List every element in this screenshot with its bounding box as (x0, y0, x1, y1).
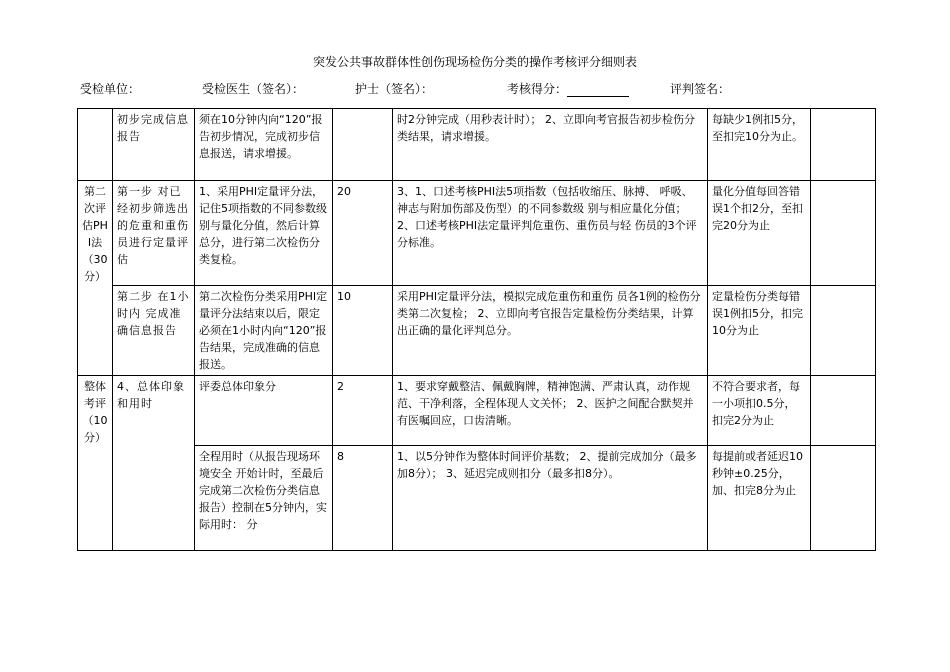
method-cell: 1、要求穿戴整洁、佩戴胸牌，精神饱满、严肃认真，动作规范、干净利落，全程体现人文关怀； 2、医护之间配合默契并有医嘱回应，口齿清晰。 (393, 376, 708, 446)
table-row (78, 446, 876, 551)
score-field (507, 80, 629, 97)
points-cell: 8 (333, 446, 393, 551)
unit-label: 受检单位： (80, 82, 141, 96)
requirement-cell: 1、采用PHI定量评分法，记住5项指数的不同参数级别与量化分值，然后计算总分，进行第二次检伤分类复检。 (195, 181, 333, 286)
points-cell: 10 (333, 286, 393, 376)
note-cell (811, 446, 876, 551)
deduction-cell: 量化分值每回答错误1个扣2分，至扣完20分为止 (708, 181, 811, 286)
requirement-cell: 评委总体印象分 (195, 376, 333, 446)
method-cell: 3、1、口述考核PHI法5项指数（包括收缩压、脉搏、 呼吸、神志与附加伤部及伤型）的不同参数级 别与相应量化分值； 2、口述考核PHI法定量评判危重伤、重伤员与轻 伤员的3个评分标准。 (393, 181, 708, 286)
step-cell: 初步完成信息报告 (113, 109, 195, 181)
deduction-cell: 定量检伤分类每错误1例扣5分，扣完10分为止 (708, 286, 811, 376)
document-title: 突发公共事故群体性创伤现场检伤分类的操作考核评分细则表 (312, 55, 637, 69)
points-cell (333, 109, 393, 181)
deduction-cell: 每缺少1例扣5分，至扣完10分为止。 (708, 109, 811, 181)
table-row (78, 286, 876, 376)
deduction-cell: 每提前或者延迟10秒钟±0.25分，加、扣完8分为止 (708, 446, 811, 551)
note-cell (811, 181, 876, 286)
info-line (0, 80, 950, 96)
section-cell (78, 109, 113, 181)
step-cell: 第一步 对已经初步筛选出的危重和重伤员进行定量评估 (113, 181, 195, 286)
score-label: 考核得分： (507, 82, 568, 96)
method-cell: 1、以5分钟作为整体时间评价基数； 2、提前完成加分（最多加8分）； 3、延迟完成则扣分（最多扣8分）。 (393, 446, 708, 551)
points-cell: 20 (333, 181, 393, 286)
table-row (78, 181, 876, 286)
requirement-cell: 第二次检伤分类采用PHI定量评分法结束以后，限定必须在1小时内向“120”报告结果，完成准确的信息报送。 (195, 286, 333, 376)
requirement-cell: 全程用时（从报告现场环境安全 开始计时，至最后完成第二次检伤分类信息报告）控制在5分钟内，实际用时： 分 (195, 446, 333, 551)
scoring-table (77, 108, 876, 551)
doctor-signature-label: 受检医生（签名）： (202, 82, 305, 96)
table-row (78, 109, 876, 181)
section-cell: 第二次评估PHI法（30分） (78, 181, 113, 376)
note-cell (811, 286, 876, 376)
table-row (78, 376, 876, 446)
step-cell: 第二步 在1小时内 完成准确信息报告 (113, 286, 195, 376)
step-cell: 4、总体印象和用时 (113, 376, 195, 551)
nurse-signature-label: 护士（签名）： (355, 82, 434, 96)
section-cell: 整体考评（10分） (78, 376, 113, 551)
note-cell (811, 376, 876, 446)
deduction-cell: 不符合要求者，每一小项扣0.5分，扣完2分为止 (708, 376, 811, 446)
requirement-cell: 须在10分钟内向“120”报告初步情况，完成初步信息报送，请求增援。 (195, 109, 333, 181)
points-cell: 2 (333, 376, 393, 446)
score-blank-line (567, 84, 629, 97)
note-cell (811, 109, 876, 181)
method-cell: 采用PHI定量评分法，模拟完成危重伤和重伤 员各1例的检伤分类第二次复检； 2、立即向考官报告定量检伤分类结果，计算出正确的量化评判总分。 (393, 286, 708, 376)
method-cell: 时2分钟完成（用秒表计时）； 2、立即向考官报告初步检伤分类结果，请求增援。 (393, 109, 708, 181)
judge-signature-label: 评判签名： (670, 82, 731, 96)
